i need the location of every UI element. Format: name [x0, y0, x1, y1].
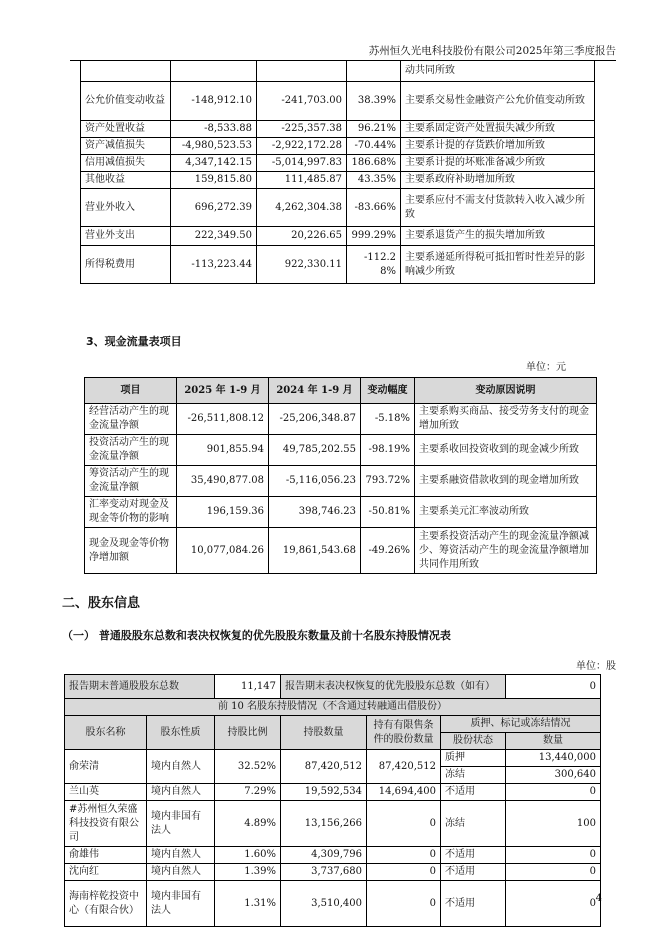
item-cell: 投资活动产生的现金流量净额 [85, 435, 177, 466]
top10-title-row [65, 699, 601, 716]
holder-name: 沈向红 [65, 864, 147, 881]
item-cell: 营业外收入 [81, 189, 171, 227]
reason-cell: 主要系投资活动产生的现金流量净额减少、筹资活动产生的现金流量净额增加共同作用所致 [415, 528, 597, 574]
reason-cell: 主要系美元汇率波动所致 [415, 497, 597, 528]
current-cell: 196,159.36 [177, 497, 269, 528]
change-cell: 38.39% [347, 82, 401, 121]
current-cell [171, 61, 257, 82]
holder-restricted: 87,420,512 [367, 750, 441, 784]
holder-quantity: 3,510,400 [281, 881, 367, 927]
total-holders-label: 报告期末普通股股东总数 [65, 675, 215, 699]
item-cell: 公允价值变动收益 [81, 82, 171, 121]
cashflow-table [84, 377, 597, 574]
reason-cell: 动共同所致 [401, 61, 595, 82]
holder-nature: 境内自然人 [147, 784, 215, 801]
table-row [65, 801, 601, 847]
holder-nature: 境内非国有法人 [147, 881, 215, 927]
item-cell: 信用减值损失 [81, 155, 171, 172]
change-cell: -70.44% [347, 138, 401, 155]
holder-name: 兰山英 [65, 784, 147, 801]
change-cell: -5.18% [361, 404, 415, 435]
holder-count: 0 [506, 784, 601, 801]
current-cell: -4,980,523.53 [171, 138, 257, 155]
previous-cell: -2,922,172.28 [257, 138, 347, 155]
previous-cell: 922,330.11 [257, 246, 347, 284]
holder-restricted: 0 [367, 801, 441, 847]
previous-cell: 4,262,304.38 [257, 189, 347, 227]
holder-status: 不适用 [441, 881, 506, 927]
table-header-row [85, 378, 597, 404]
header-item: 项目 [85, 378, 177, 404]
header-count: 数量 [506, 733, 601, 750]
reason-cell: 主要系交易性金融资产公允价值变动所致 [401, 82, 595, 121]
holder-ratio: 1.39% [215, 864, 281, 881]
reason-cell: 主要系政府补助增加所致 [401, 172, 595, 189]
table-row [81, 172, 595, 189]
holder-ratio: 1.60% [215, 847, 281, 864]
table-row [85, 497, 597, 528]
table-row [81, 61, 595, 82]
header-reason: 变动原因说明 [415, 378, 597, 404]
holder-count: 0 [506, 847, 601, 864]
change-cell: 186.68% [347, 155, 401, 172]
change-cell: -50.81% [361, 497, 415, 528]
change-cell: -112.28% [347, 246, 401, 284]
cashflow-section-title: 3、现金流量表项目 [86, 335, 182, 348]
change-cell: 999.29% [347, 227, 401, 246]
holder-count: 300,640 [506, 767, 601, 784]
holder-restricted: 0 [367, 864, 441, 881]
current-cell: 35,490,877.08 [177, 466, 269, 497]
holder-nature: 境内自然人 [147, 750, 215, 784]
change-cell: 96.21% [347, 121, 401, 138]
previous-cell: 111,485.87 [257, 172, 347, 189]
holder-count: 100 [506, 801, 601, 847]
previous-cell: -225,357.38 [257, 121, 347, 138]
current-cell: -26,511,808.12 [177, 404, 269, 435]
holder-restricted: 0 [367, 881, 441, 927]
holder-count: 13,440,000 [506, 750, 601, 767]
reason-cell: 主要系退货产生的损失增加所致 [401, 227, 595, 246]
change-cell: 793.72% [361, 466, 415, 497]
table-row [65, 784, 601, 801]
reason-cell: 主要系计提的坏账准备减少所致 [401, 155, 595, 172]
table-row [81, 227, 595, 246]
change-cell: -83.66% [347, 189, 401, 227]
item-cell: 资产处置收益 [81, 121, 171, 138]
change-cell [347, 61, 401, 82]
holder-quantity: 19,592,534 [281, 784, 367, 801]
holder-name: 俞荣清 [65, 750, 147, 784]
holder-quantity: 4,309,796 [281, 847, 367, 864]
cashflow-unit-label: 单位：元 [526, 362, 566, 373]
reason-cell: 主要系融资借款收到的现金增加所致 [415, 466, 597, 497]
item-cell: 所得税费用 [81, 246, 171, 284]
holder-quantity: 13,156,266 [281, 801, 367, 847]
holder-nature: 境内自然人 [147, 864, 215, 881]
current-cell: -8,533.88 [171, 121, 257, 138]
holder-ratio: 1.31% [215, 881, 281, 927]
holder-status: 不适用 [441, 784, 506, 801]
item-cell: 营业外支出 [81, 227, 171, 246]
report-header-title: 苏州恒久光电科技股份有限公司2025年第三季度报告 [368, 45, 616, 57]
holder-status: 不适用 [441, 864, 506, 881]
preferred-holders-value: 0 [506, 675, 601, 699]
previous-cell: -5,014,997.83 [257, 155, 347, 172]
item-cell: 筹资活动产生的现金流量净额 [85, 466, 177, 497]
holder-ratio: 32.52% [215, 750, 281, 784]
holder-name: #苏州恒久荣盛科技投资有限公司 [65, 801, 147, 847]
reason-cell: 主要系固定资产处置损失减少所致 [401, 121, 595, 138]
total-holders-value: 11,147 [215, 675, 281, 699]
holder-nature: 境内非国有法人 [147, 801, 215, 847]
shareholder-subsection-title: （一） 普通股股东总数和表决权恢复的优先股股东数量及前十名股东持股情况表 [62, 629, 451, 642]
current-cell: 159,815.80 [171, 172, 257, 189]
header-change: 变动幅度 [361, 378, 415, 404]
holder-name: 俞雄伟 [65, 847, 147, 864]
table-row [85, 466, 597, 497]
summary-row [65, 675, 601, 699]
current-cell: 696,272.39 [171, 189, 257, 227]
reason-cell: 主要系购买商品、接受劳务支付的现金增加所致 [415, 404, 597, 435]
previous-cell: 19,861,543.68 [269, 528, 361, 574]
previous-cell: 49,785,202.55 [269, 435, 361, 466]
holder-status: 质押 [441, 750, 506, 767]
top10-title: 前 10 名股东持股情况（不含通过转融通出借股份） [65, 699, 601, 716]
header-restricted: 持有有限售条件的股份数量 [367, 716, 441, 750]
holder-quantity: 3,737,680 [281, 864, 367, 881]
header-current: 2025 年 1-9 月 [177, 378, 269, 404]
holder-quantity: 87,420,512 [281, 750, 367, 784]
header-name: 股东名称 [65, 716, 147, 750]
table-row [81, 246, 595, 284]
item-cell: 汇率变动对现金及现金等价物的影响 [85, 497, 177, 528]
current-cell: 222,349.50 [171, 227, 257, 246]
shareholder-section-title: 二、股东信息 [62, 596, 141, 611]
table-row [85, 435, 597, 466]
table-header-row [65, 716, 601, 733]
previous-cell: -241,703.00 [257, 82, 347, 121]
item-cell: 其他收益 [81, 172, 171, 189]
change-cell: 43.35% [347, 172, 401, 189]
holder-restricted: 14,694,400 [367, 784, 441, 801]
table-row [81, 138, 595, 155]
reason-cell: 主要系应付不需支付货款转入收入减少所致 [401, 189, 595, 227]
current-cell: 4,347,142.15 [171, 155, 257, 172]
holder-count: 0 [506, 881, 601, 927]
holder-count: 0 [506, 864, 601, 881]
item-cell: 经营活动产生的现金流量净额 [85, 404, 177, 435]
previous-cell [257, 61, 347, 82]
item-cell: 现金及现金等价物净增加额 [85, 528, 177, 574]
table-row [65, 750, 601, 767]
header-quantity: 持股数量 [281, 716, 367, 750]
header-ratio: 持股比例 [215, 716, 281, 750]
previous-cell: -25,206,348.87 [269, 404, 361, 435]
table-row [65, 847, 601, 864]
current-cell: 901,855.94 [177, 435, 269, 466]
table-row [65, 864, 601, 881]
reason-cell: 主要系递延所得税可抵扣暂时性差异的影响减少所致 [401, 246, 595, 284]
header-previous: 2024 年 1-9 月 [269, 378, 361, 404]
holder-ratio: 4.89% [215, 801, 281, 847]
holder-nature: 境内自然人 [147, 847, 215, 864]
current-cell: -148,912.10 [171, 82, 257, 121]
shareholders-table [64, 674, 601, 927]
page-number: 4 [595, 893, 602, 904]
shareholder-unit-label: 单位：股 [576, 661, 616, 672]
holder-status: 不适用 [441, 847, 506, 864]
table-row [81, 121, 595, 138]
item-cell [81, 61, 171, 82]
previous-cell: -5,116,056.23 [269, 466, 361, 497]
reason-cell: 主要系收回投资收到的现金减少所致 [415, 435, 597, 466]
previous-cell: 20,226.65 [257, 227, 347, 246]
change-cell: -98.19% [361, 435, 415, 466]
table-row [85, 404, 597, 435]
item-cell: 资产减值损失 [81, 138, 171, 155]
holder-restricted: 0 [367, 847, 441, 864]
table-row [65, 881, 601, 927]
previous-cell: 398,746.23 [269, 497, 361, 528]
holder-status: 冻结 [441, 801, 506, 847]
holder-name: 海南梓乾投资中心（有限合伙） [65, 881, 147, 927]
income-change-table [80, 60, 595, 284]
table-row [81, 82, 595, 121]
header-pledge-group: 质押、标记或冻结情况 [441, 716, 601, 733]
table-row [81, 155, 595, 172]
header-nature: 股东性质 [147, 716, 215, 750]
change-cell: -49.26% [361, 528, 415, 574]
holder-ratio: 7.29% [215, 784, 281, 801]
header-status: 股份状态 [441, 733, 506, 750]
preferred-holders-label: 报告期末表决权恢复的优先股股东总数（如有） [281, 675, 506, 699]
holder-status: 冻结 [441, 767, 506, 784]
table-row [81, 189, 595, 227]
reason-cell: 主要系计提的存货跌价增加所致 [401, 138, 595, 155]
current-cell: 10,077,084.26 [177, 528, 269, 574]
table-row [85, 528, 597, 574]
current-cell: -113,223.44 [171, 246, 257, 284]
